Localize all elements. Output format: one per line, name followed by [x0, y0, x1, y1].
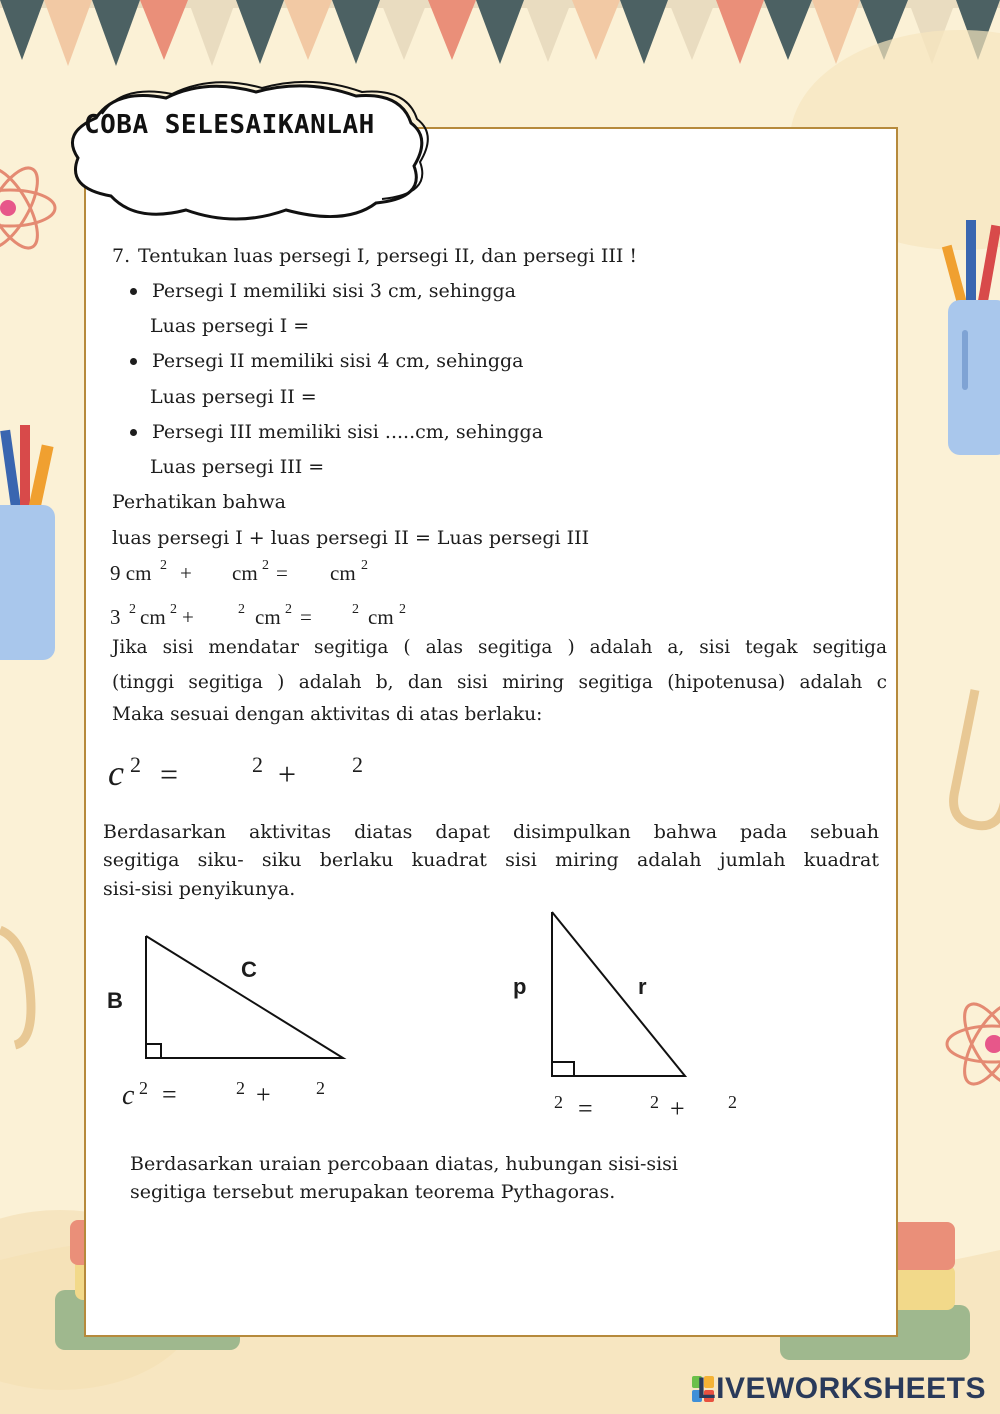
- brand-name: LIVEWORKSHEETS: [697, 1372, 986, 1405]
- eq2-c-exp: 2: [352, 602, 359, 617]
- bunting-flags: [0, 0, 1000, 66]
- tri2-eq-a-exp: 2: [650, 1092, 659, 1112]
- page-title: COBA SELESAIKANLAH: [84, 110, 375, 140]
- eq2-a: 3: [110, 605, 121, 629]
- bullet-2: [130, 358, 137, 365]
- item-3-text: Persegi III memiliki sisi .....cm, sehingga: [152, 421, 544, 443]
- triangle-2-diagram: [546, 906, 692, 1082]
- paperclip-icon-right: [954, 690, 1000, 826]
- conclusion-line-1: Berdasarkan aktivitas diatas dapat disimpulkan bahwa pada sebuah: [103, 821, 879, 843]
- triangle-2-label-vertical: p: [513, 974, 527, 999]
- tri2-eq-b-exp: 2: [728, 1092, 737, 1112]
- triangle-1-label-vertical: B: [107, 988, 123, 1013]
- pencil-cup-left-icon: [0, 425, 55, 660]
- tri2-eq-plus: +: [670, 1094, 685, 1123]
- tri2-eq-lhs-exp: 2: [554, 1092, 563, 1112]
- tri1-eq-plus: +: [256, 1080, 271, 1109]
- item-2-text: Persegi II memiliki sisi 4 cm, sehingga: [152, 350, 524, 372]
- conclusion-line-2: segitiga siku- siku berlaku kuadrat sisi miring adalah jumlah kuadrat: [103, 849, 879, 871]
- formula-plus: +: [278, 756, 297, 792]
- tri1-eq-a-exp: 2: [236, 1078, 245, 1098]
- eq2-a-exp: 2: [129, 602, 136, 617]
- eq2-plus: +: [182, 605, 194, 629]
- formula-lhs: c: [108, 753, 124, 793]
- atom-icon-right: [947, 996, 1000, 1092]
- question-prompt: Tentukan luas persegi I, persegi II, dan persegi III !: [138, 245, 638, 267]
- eq2-unit-2: cm: [255, 605, 281, 629]
- question-number: 7.: [112, 245, 131, 267]
- formula-b-exp: 2: [352, 752, 363, 777]
- title-cloud-frame: [56, 78, 436, 228]
- explain-line-3: Maka sesuai dengan aktivitas di atas berlaku:: [112, 704, 543, 725]
- footer-line-2: segitiga tersebut merupakan teorema Pythagoras.: [130, 1181, 616, 1203]
- pencil-cup-right-icon: [942, 220, 1000, 455]
- eq1-b: cm: [232, 561, 258, 585]
- item-1-result: Luas persegi I =: [150, 315, 310, 337]
- explain-line-2: (tinggi segitiga ) adalah b, dan sisi miring segitiga (hipotenusa) adalah c: [112, 672, 887, 693]
- tri2-eq-eq: =: [578, 1094, 593, 1123]
- atom-icon-left: [0, 160, 55, 256]
- observe-statement: luas persegi I + luas persegi II = Luas persegi III: [112, 527, 590, 549]
- eq1-c: cm: [330, 561, 356, 585]
- eq2-eq: =: [300, 605, 312, 629]
- eq1-c-exp: 2: [361, 558, 368, 573]
- tri1-eq-lhs: c: [122, 1080, 135, 1111]
- formula-eq: =: [160, 756, 179, 792]
- triangle-1-label-hyp: C: [241, 957, 257, 982]
- triangle-1-diagram: [140, 930, 350, 1065]
- explanation-block: [112, 630, 887, 700]
- bullet-1: [130, 288, 137, 295]
- formula-lhs-exp: 2: [130, 752, 141, 777]
- tri1-eq-b-exp: 2: [316, 1078, 325, 1098]
- eq1-a: 9 cm: [110, 561, 152, 585]
- explain-line-1: Jika sisi mendatar segitiga ( alas segitiga ) adalah a, sisi tegak segitiga: [112, 637, 887, 658]
- footer-line-1: Berdasarkan uraian percobaan diatas, hubungan sisi-sisi: [130, 1153, 679, 1175]
- paperclip-icon-left: [0, 930, 31, 1045]
- item-1-text: Persegi I memiliki sisi 3 cm, sehingga: [152, 280, 516, 302]
- eq2-unit-3-exp: 2: [399, 602, 406, 617]
- eq2-b-exp: 2: [238, 602, 245, 617]
- item-2-result: Luas persegi II =: [150, 386, 317, 408]
- tri1-eq-eq: =: [162, 1080, 177, 1109]
- observe-heading: Perhatikan bahwa: [112, 491, 286, 513]
- eq2-unit-1: cm: [140, 605, 166, 629]
- eq1-b-exp: 2: [262, 558, 269, 573]
- eq1-a-exp: 2: [160, 558, 167, 573]
- triangle-2-label-hyp: r: [638, 974, 647, 999]
- formula-a-exp: 2: [252, 752, 263, 777]
- eq2-unit-3: cm: [368, 605, 394, 629]
- conclusion-line-3: sisi-sisi penyikunya.: [103, 878, 296, 900]
- tri1-eq-lhs-exp: 2: [139, 1078, 148, 1098]
- item-3-result: Luas persegi III =: [150, 456, 325, 478]
- eq2-unit-2-exp: 2: [285, 602, 292, 617]
- eq2-unit-1-exp: 2: [170, 602, 177, 617]
- eq1-eq: =: [276, 561, 288, 585]
- conclusion-block: [103, 818, 879, 874]
- eq1-plus: +: [180, 561, 192, 585]
- bullet-3: [130, 429, 137, 436]
